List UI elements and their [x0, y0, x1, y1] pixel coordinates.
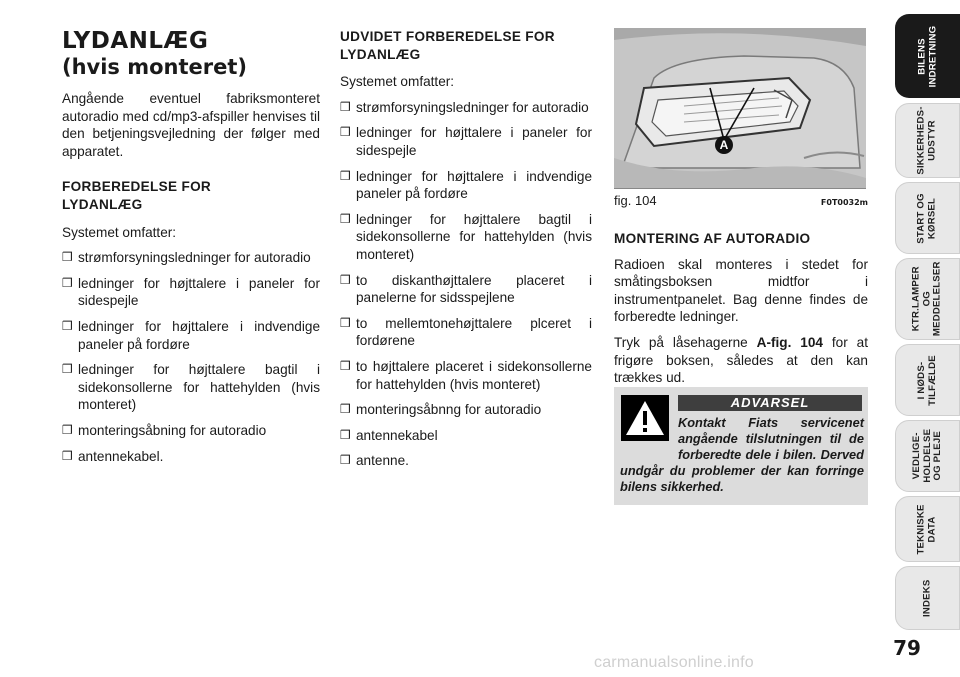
- page-number: 79: [893, 636, 921, 660]
- tab-i-nodstilfaelde[interactable]: [895, 344, 960, 416]
- list-item: [340, 427, 592, 445]
- warning-box: [614, 387, 868, 505]
- list-item: [62, 422, 320, 440]
- list-item-text: ledninger for højttalere i paneler for sidespejle: [78, 275, 320, 309]
- list-item: [340, 272, 592, 307]
- tab-sikkerhedsudstyr[interactable]: [895, 103, 960, 178]
- intro-paragraph: Angående eventuel fabriksmonteret autoradio med cd/mp3-afspiller henvises til den betjeningsvejledning der følger med apparatet.: [62, 91, 320, 159]
- list-item: [62, 275, 320, 310]
- list-item: [62, 249, 320, 267]
- section-heading-extended: [340, 28, 592, 63]
- checkbox-icon: ❒: [340, 402, 351, 417]
- list-item: [340, 211, 592, 264]
- watermark: carmanualsonline.info: [594, 654, 754, 671]
- page-subtitle: (hvis monteret): [62, 55, 248, 79]
- install-paragraph-1: Radioen skal monteres i stedet for småtingsboksen midtfor i instrumentpanelet. Bag denne findes de forberedte ledninger.: [614, 256, 868, 325]
- section-heading-install: MONTERING AF AUTORADIO: [614, 231, 811, 246]
- list-item: [62, 361, 320, 414]
- list-item-text: ledninger for højttalere i indvendige paneler på fordøre: [356, 168, 592, 202]
- checkbox-icon: ❒: [62, 362, 73, 377]
- checkbox-icon: ❒: [340, 453, 351, 468]
- list-item-text: ledninger for højttalere i indvendige paneler på fordøre: [78, 318, 320, 352]
- list-item-text: monteringsåbning for autoradio: [78, 422, 267, 438]
- figure-marker-label: A: [719, 138, 729, 152]
- figure-code: F0T0032m: [820, 198, 868, 207]
- list-item-text: to højttalere placeret i sidekonsollerne for hattehylden (hvis monteret): [356, 358, 592, 392]
- checkbox-icon: ❒: [62, 422, 73, 437]
- tab-tekniske-data[interactable]: [895, 496, 960, 562]
- list-item-text: antennekabel: [356, 427, 438, 443]
- list-item-text: antennekabel.: [78, 448, 164, 464]
- list-item: [340, 124, 592, 159]
- list-item-text: strømforsyningsledninger for autoradio: [356, 99, 589, 115]
- warning-heading: ADVARSEL: [678, 395, 862, 411]
- tab-label: I NØDS- TILFÆLDE: [915, 354, 938, 406]
- checklist: [62, 249, 320, 465]
- list-item: [340, 358, 592, 393]
- list-item: [62, 448, 320, 466]
- checkbox-icon: ❒: [62, 250, 73, 265]
- checkbox-icon: ❒: [340, 427, 351, 442]
- install-paragraph-2-start: Tryk på låsehagerne: [614, 334, 757, 350]
- checkbox-icon: ❒: [340, 125, 351, 140]
- list-item-text: strømforsyningsledninger for autoradio: [78, 250, 311, 266]
- radio-compartment-illustration: [614, 28, 866, 188]
- list-item: [340, 315, 592, 350]
- list-item-text: to diskanthøjttalere placeret i panelerne for sidsspejlene: [356, 272, 592, 306]
- list-item-text: antenne.: [356, 453, 409, 469]
- section-heading-line1: FORBEREDELSE FOR: [62, 179, 212, 195]
- warning-text: Kontakt Fiats servicenet angående tilslutningen til de forberedte dele i bilen. Derved undgår du problemer der kan forringe bilens sikkerhed.: [620, 415, 864, 494]
- tab-label: VEDLIGE- HOLDELSE OG PLEJE: [910, 429, 943, 483]
- checkbox-icon: ❒: [340, 272, 351, 287]
- figure-radio-compartment: [614, 28, 866, 189]
- tab-label: SIKKERHEDS- UDSTYR: [916, 106, 938, 175]
- checkbox-icon: ❒: [340, 99, 351, 114]
- list-item-text: ledninger for højttalere bagtil i sidekonsollerne for hattehylden (hvis monteret): [78, 362, 320, 413]
- checkbox-icon: ❒: [340, 168, 351, 183]
- list-item-text: ledninger for højttalere i paneler for sidespejle: [356, 125, 592, 158]
- tab-ktr-lamper[interactable]: [895, 258, 960, 340]
- tab-start-og-korsel[interactable]: [895, 182, 960, 254]
- list-item: [340, 168, 592, 203]
- warning-text-block: [620, 415, 864, 495]
- section-heading-prep: [62, 178, 320, 213]
- tab-label: BILENS INDRETNING: [915, 25, 938, 87]
- tab-indeks[interactable]: [895, 566, 960, 630]
- tab-vedligeholdelse[interactable]: [895, 420, 960, 492]
- section-heading-line1: UDVIDET FORBEREDELSE FOR: [340, 29, 555, 44]
- checkbox-icon: ❒: [62, 318, 73, 333]
- section-heading-line2: LYDANLÆG: [340, 46, 421, 62]
- page-title: LYDANLÆG: [62, 28, 209, 54]
- list-item: [340, 99, 592, 117]
- tab-label: START OG KØRSEL: [916, 192, 938, 244]
- tab-label: KTR.LAMPER OG MEDDELELSER: [910, 261, 943, 337]
- list-item-text: monteringsåbnng for autoradio: [356, 402, 542, 418]
- column-3: [614, 28, 868, 387]
- section-heading-line2: LYDANLÆG: [62, 196, 143, 212]
- figure-reference: A-fig. 104: [756, 334, 823, 350]
- figure-label: fig. 104: [614, 193, 657, 208]
- system-label: Systemet omfatter:: [340, 74, 455, 90]
- checklist: [340, 99, 592, 470]
- column-2: [340, 28, 592, 478]
- figure-caption: [614, 193, 868, 208]
- checkbox-icon: ❒: [62, 448, 73, 463]
- checkbox-icon: ❒: [340, 315, 351, 330]
- list-item-text: ledninger for højttalere bagtil i sidekonsollerne for hattehylden (hvis monteret): [356, 211, 592, 262]
- checkbox-icon: ❒: [340, 211, 351, 226]
- checkbox-icon: ❒: [62, 275, 73, 290]
- install-paragraph-2-end: for at frigøre boksen, således at den kan trækkes ud.: [614, 334, 868, 386]
- column-1: [62, 28, 320, 473]
- system-label: Systemet omfatter:: [62, 224, 177, 240]
- checkbox-icon: ❒: [340, 358, 351, 373]
- list-item: [62, 318, 320, 353]
- list-item: [340, 401, 592, 419]
- install-paragraph-2: [614, 334, 868, 387]
- list-item-text: to mellemtonehøjttalere plceret i fordørene: [356, 315, 592, 349]
- tab-label: INDEKS: [921, 579, 933, 617]
- list-item: [340, 452, 592, 470]
- tab-bilens-indretning[interactable]: [895, 14, 960, 98]
- tab-label: TEKNISKE DATA: [915, 503, 938, 555]
